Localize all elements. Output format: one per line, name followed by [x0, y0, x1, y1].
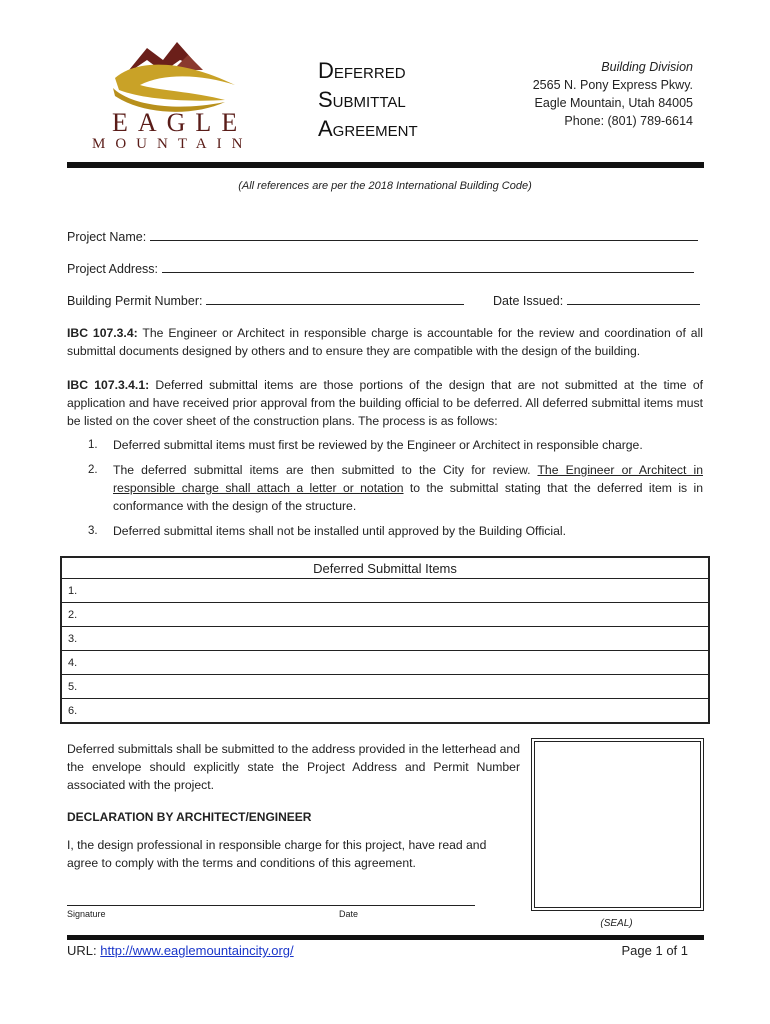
table-row[interactable]: 1. [61, 579, 709, 603]
deferred-submittal-note: Deferred submittals shall be submitted to the address provided in the letterhead and the envelope should explicitly state the Project Address and Permit Number associated with the project. [67, 742, 520, 792]
process-steps-list [88, 436, 703, 547]
table-row[interactable]: 6. [61, 699, 709, 724]
signature-line[interactable] [67, 905, 475, 906]
website-link[interactable]: http://www.eaglemountaincity.org/ [100, 943, 294, 958]
project-name-field[interactable]: Project Name: [67, 228, 698, 244]
footer-divider [67, 935, 704, 940]
signature-label: Signature [67, 909, 106, 919]
document-title: Deferred Submittal Agreement [318, 58, 418, 141]
table-row[interactable]: 2. [61, 603, 709, 627]
seal-label: (SEAL) [600, 918, 633, 929]
date-issued-field[interactable]: Date Issued: [493, 292, 700, 308]
logo-eagle-text: EAGLE [112, 108, 248, 137]
declaration-heading: DECLARATION BY ARCHITECT/ENGINEER [67, 810, 312, 824]
date-label: Date [339, 909, 359, 919]
deferred-submittal-items-table [60, 556, 710, 724]
list-item: 3. Deferred submittal items shall not be installed until approved by the Building Official. [88, 524, 566, 538]
ibc-107-3-4-1-paragraph: IBC 107.3.4.1: Deferred submittal items are those portions of the design that are not submitted at the time of application and have received prior approval from the building official to be deferred. All deferred submittal items must be listed on the cover sheet of the construction plans. The process is as follows: [67, 378, 703, 428]
letterhead-address: Building Division 2565 N. Pony Express Pkwy. Eagle Mountain, Utah 84005 Phone: (801) 789-6614 [532, 60, 693, 128]
seal-box-inner [534, 741, 701, 908]
header-divider [67, 162, 704, 168]
logo-mountain-text: MOUNTAIN [92, 136, 253, 152]
footer-url: URL: http://www.eaglemountaincity.org/ [67, 943, 294, 958]
page-number: Page 1 of 1 [621, 943, 688, 958]
project-address-field[interactable]: Project Address: [67, 260, 694, 276]
table-row[interactable]: 5. [61, 675, 709, 699]
list-item: 1. Deferred submittal items must first be reviewed by the Engineer or Architect in responsible charge. [88, 438, 643, 452]
table-row[interactable]: 3. [61, 627, 709, 651]
table-header: Deferred Submittal Items [61, 557, 709, 579]
table-row[interactable]: 4. [61, 651, 709, 675]
permit-number-field[interactable]: Building Permit Number: [67, 292, 464, 308]
declaration-text: I, the design professional in responsible charge for this project, have read and agree to comply with the terms and conditions of this agreement. [67, 838, 487, 870]
ibc-107-3-4-paragraph: IBC 107.3.4: The Engineer or Architect in responsible charge is accountable for the review and coordination of all submittal documents designed by others and to ensure they are compatible with the design of the building. [67, 326, 703, 358]
list-item: 2. The deferred submittal items are then submitted to the City for review. The Engineer or Architect in responsible charge shall attach a letter or notation to the submittal stating that the deferred item is in conformance with the design of the structure. [88, 463, 703, 513]
references-note: (All references are per the 2018 International Building Code) [238, 180, 532, 192]
